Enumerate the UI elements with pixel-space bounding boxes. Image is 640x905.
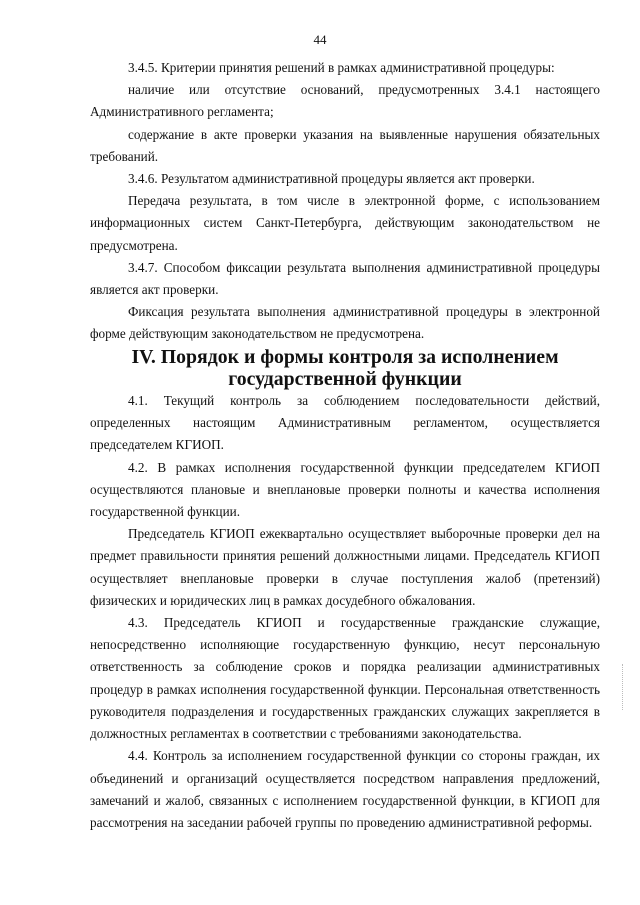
paragraph-4-2: 4.2. В рамках исполнения государственной функции председателем КГИОП осуществляются плановые и внеплановые проверки полноты и качества исполнения государственной функции. [90,459,600,520]
paragraph-3-4-5: 3.4.5. Критерии принятия решений в рамках административной процедуры: [128,60,555,75]
paragraph-criteria-1: наличие или отсутствие оснований, предусмотренных 3.4.1 настоящего Административного регламента; [90,82,600,120]
paragraph-criteria-2: содержание в акте проверки указания на выявленные нарушения обязательных требований. [90,126,600,164]
paragraph-fixation: Фиксация результата выполнения административной процедуры в электронной форме действующим законодательством не предусмотрена. [90,304,600,342]
margin-scan-mark [622,664,627,710]
paragraph-4-4: 4.4. Контроль за исполнением государственной функции со стороны граждан, их объединений и организаций осуществляется посредством направления предложений, замечаний и жалоб, связанных с исполнением государственной функции, в КГИОП для рассмотрения на заседании рабочей группы по проведению административной реформы. [90,748,600,830]
paragraph-chairman-checks: Председатель КГИОП ежеквартально осуществляет выборочные проверки дел на предмет правильности принятия решений должностными лицами. Председатель КГИОП осуществляет внеплановые проверки в случае поступления жалоб (претензий) физических и юридических лиц в рамках досудебного обжалования. [90,526,600,608]
section-heading-iv: IV. Порядок и формы контроля за исполнением государственной функции [131,345,559,390]
paragraph-4-1: 4.1. Текущий контроль за соблюдением последовательности действий, определенных настоящим Административным регламентом, осуществляется председателем КГИОП. [90,393,600,453]
paragraph-3-4-6: 3.4.6. Результатом административной процедуры является акт проверки. [128,171,535,187]
document-body [90,57,600,834]
paragraph-transfer: Передача результата, в том числе в электронной форме, с использованием информационных систем Санкт-Петербурга, действующим законодательством не предусмотрена. [90,193,600,253]
paragraph-4-3: 4.3. Председатель КГИОП и государственные гражданские служащие, непосредственно исполняющие государственную функцию, несут персональную ответственность за соблюдение сроков и порядка реализации административных процедур в рамках исполнения государственной функции. Персональная ответственность руководителя подразделения и государственных гражданских служащих закрепляется в должностных регламентах в соответствии с требованиями законодательства. [90,615,600,742]
paragraph-3-4-7: 3.4.7. Способом фиксации результата выполнения административной процедуры является акт проверки. [90,259,600,298]
page-number: 44 [313,32,327,47]
